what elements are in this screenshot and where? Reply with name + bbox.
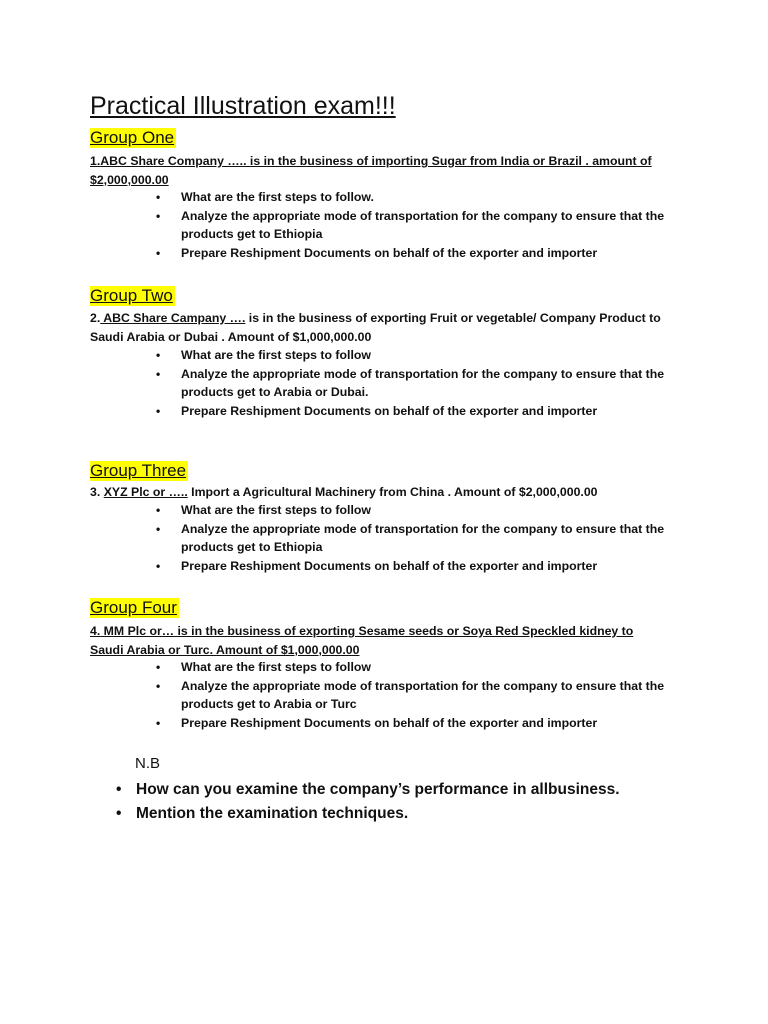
list-item: • Analyze the appropriate mode of transportation for the company to ensure that the products get to Ethiopia: [156, 520, 676, 557]
group-one-heading: Group One: [90, 128, 175, 147]
group-two-intro: [90, 309, 670, 346]
group-four-heading: Group Four: [90, 598, 177, 617]
list-item: • What are the first steps to follow: [156, 346, 676, 365]
list-item: • Analyze the appropriate mode of transportation for the company to ensure that the products get to Arabia or Turc: [156, 677, 676, 714]
group-three-text: Import a Agricultural Machinery from China . Amount of $2,000,000.00: [187, 485, 598, 499]
nb-label: N.B: [135, 755, 161, 772]
page-title: Practical Illustration exam!!!: [90, 92, 396, 120]
group-four-intro: [90, 622, 670, 659]
nb-item: • How can you examine the company’s performance in allbusiness.: [116, 778, 676, 802]
group-three-subject: XYZ Plc or …..: [103, 485, 188, 499]
group-four-bullet-list: [156, 658, 676, 732]
group-three-intro: [90, 483, 670, 502]
list-item: • What are the first steps to follow: [156, 658, 676, 677]
group-one-intro: [90, 152, 670, 189]
group-two-heading: Group Two: [90, 286, 173, 305]
group-four-subject: MM Plc or…: [100, 624, 175, 638]
group-two-text: is in the business of exporting Fruit or vegetable/ Company Product to Saudi Arabia or Dubai . Amount of $1,000,000.00: [90, 311, 661, 344]
list-item: • What are the first steps to follow.: [156, 188, 676, 207]
list-item: • What are the first steps to follow: [156, 501, 676, 520]
group-four-number: 4.: [90, 624, 101, 638]
nb-item: • Mention the examination techniques.: [116, 802, 676, 826]
group-two-subject: ABC Share Campany ….: [100, 311, 246, 325]
group-two-bullet-list: [156, 346, 676, 420]
list-item: • Analyze the appropriate mode of transportation for the company to ensure that the products get to Ethiopia: [156, 207, 676, 244]
group-one-bullet-list: [156, 188, 676, 262]
group-three-bullet-list: [156, 501, 676, 575]
group-one-number: 1.: [90, 154, 101, 168]
group-three-number: 3.: [90, 485, 104, 499]
group-one-subject: ABC Share Company …..: [100, 154, 247, 168]
list-item: • Prepare Reshipment Documents on behalf of the exporter and importer: [156, 557, 676, 576]
list-item: • Analyze the appropriate mode of transportation for the company to ensure that the products get to Arabia or Dubai.: [156, 365, 676, 402]
group-three-heading: Group Three: [90, 461, 187, 480]
group-four-text: is in the business of exporting Sesame seeds or Soya Red Speckled kidney to Saudi Arabia or Turc. Amount of $1,000,000.00: [90, 624, 634, 657]
group-two-number: 2.: [90, 311, 101, 325]
list-item: • Prepare Reshipment Documents on behalf of the exporter and importer: [156, 714, 676, 733]
group-one-text: is in the business of importing Sugar from India or Brazil . amount of $2,000,000.00: [90, 154, 652, 187]
list-item: • Prepare Reshipment Documents on behalf of the exporter and importer: [156, 244, 676, 263]
list-item: • Prepare Reshipment Documents on behalf of the exporter and importer: [156, 402, 676, 421]
nb-list: [116, 778, 676, 826]
